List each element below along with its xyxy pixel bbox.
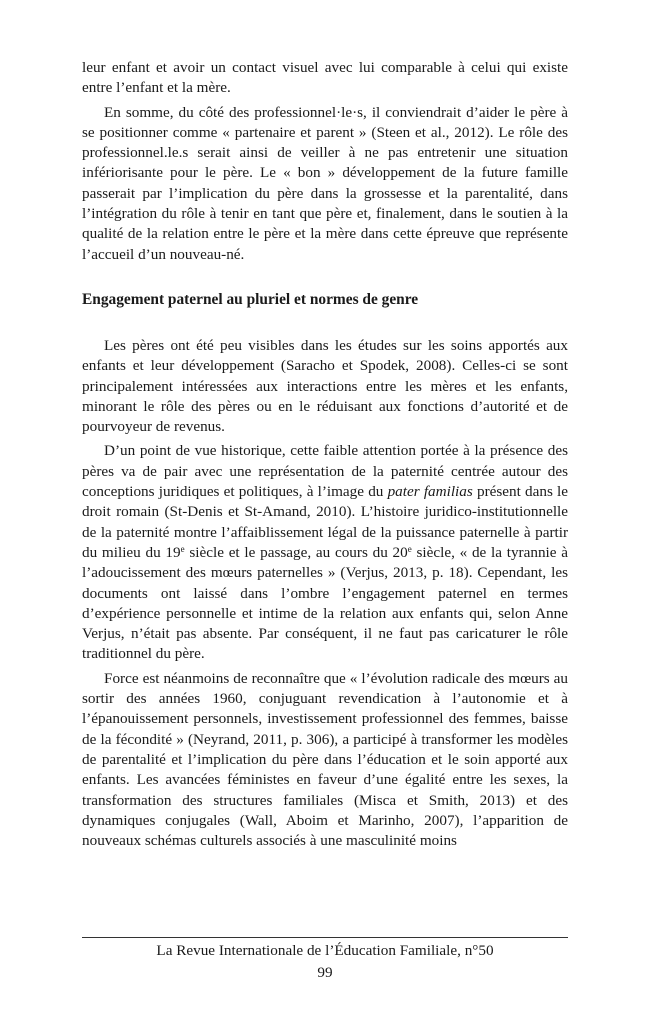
text-run: siècle et le passage, au cours du 20 <box>184 543 408 561</box>
text-run: siècle, « de la tyrannie à l’adoucissement des mœurs paternelles » (Verjus, 2013, p. 18). Cependant, les documents ont laissé dans l’ombre l’engagement paternel en termes d’expérience personnelle et intime de la relation aux enfants qui, selon Anne Verjus, n’était pas absente. Par conséquent, il ne faut pas caricaturer le rôle traditionnel du père. <box>82 543 568 663</box>
footer-journal-title: La Revue Internationale de l’Éducation Familiale, n°50 <box>156 942 494 959</box>
superscript: e <box>407 543 412 554</box>
paragraph-fathers-visibility: Les pères ont été peu visibles dans les études sur les soins apportés aux enfants et leur développement (Saracho et Spodek, 2008). Celles-ci se sont principalement intéressées aux interactions entre les mères et les enfants, minorant le rôle des pères ou en le réduisant aux fonctions d’autorité et de pourvoyeur de revenus. <box>82 336 568 436</box>
text-run: présent dans le droit romain (St-Denis et St-Amand, 2010). L’histoire juridico-institutionnelle de la paternité montre l’affaiblissement légal de la puissance paternelle à partir du milieu du 19 <box>82 483 568 561</box>
superscript: e <box>180 543 185 554</box>
paragraph-historical <box>82 441 568 664</box>
section-heading: Engagement paternel au pluriel et normes de genre <box>82 290 419 308</box>
page-number: 99 <box>317 964 333 981</box>
paragraph-evolution: Force est néanmoins de reconnaître que « l’évolution radicale des mœurs au sortir des années 1960, conjuguant revendication à l’autonomie et à l’épanouissement personnels, investissement professionnel des femmes, baisse de la fécondité » (Neyrand, 2011, p. 306), a participé à transformer les modèles de parentalité et l’implication du père dans l’éducation et le soin apporté aux enfants. Les avancées féministes en faveur d’une égalité entre les sexes, la transformation des structures familiales (Misca et Smith, 2013) et des dynamiques conjugales (Wall, Aboim et Marinho, 2007), l’apparition de nouveaux schémas culturels associés à une masculinité moins <box>82 669 568 850</box>
footer-divider <box>82 937 568 938</box>
paragraph-continued: leur enfant et avoir un contact visuel avec lui comparable à celui qui existe entre l’enfant et la mère. <box>82 59 568 97</box>
paragraph-professionals: En somme, du côté des professionnel·le·s, il conviendrait d’aider le père à se positionner comme « partenaire et parent » (Steen et al., 2012). Le rôle des professionnel.le.s serait ainsi de veiller à ne pas entretenir une situation infériorisante pour le père. Le « bon » développement de la future famille passerait par l’implication du père dans la grossesse et la parentalité, dans l’intégration du rôle à tenir en tant que père et, finalement, dans le soutien à la qualité de la relation entre le père et la mère dans cette épreuve que représente l’accueil d’un nouveau-né. <box>82 103 568 263</box>
text-run: D’un point de vue historique, cette faible attention portée à la présence des pères va de pair avec une représentation de la paternité centrée autour des conceptions juridiques et politiques, à l’image du <box>82 442 568 501</box>
page-body <box>82 58 568 851</box>
italic-term: pater familias <box>387 483 473 501</box>
